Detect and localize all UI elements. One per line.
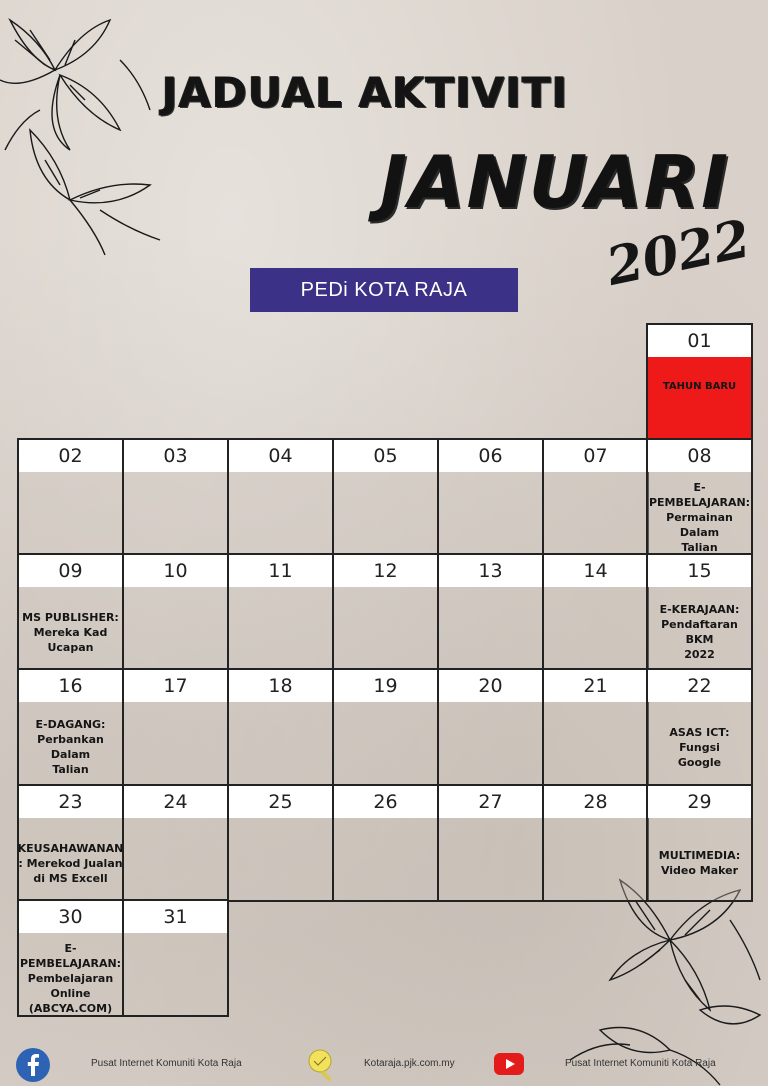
day-number: 21 — [544, 670, 647, 702]
calendar-day-cell — [542, 553, 649, 671]
calendar-day-cell — [227, 668, 334, 786]
day-number: 19 — [334, 670, 437, 702]
activity-label — [441, 484, 540, 550]
calendar-day-cell — [17, 553, 124, 671]
day-number: 17 — [124, 670, 227, 702]
day-number: 14 — [544, 555, 647, 587]
calendar-day-cell — [122, 784, 229, 902]
activity-label — [231, 599, 330, 665]
day-number: 30 — [19, 901, 122, 933]
calendar-day-cell — [227, 553, 334, 671]
activity-label — [546, 830, 645, 896]
day-number: 08 — [648, 440, 751, 472]
activity-label — [336, 599, 435, 665]
organization-banner: PEDi KOTA RAJA — [250, 268, 518, 312]
calendar-day-cell — [17, 899, 124, 1017]
activity-label — [126, 599, 225, 665]
day-number: 01 — [648, 325, 751, 357]
calendar-day-cell — [122, 438, 229, 556]
calendar-day-cell — [122, 553, 229, 671]
activity-label — [546, 714, 645, 780]
calendar-day-cell — [646, 323, 753, 441]
activity-label: KEUSAHAWANAN : Merekod Jualan di MS Excell — [17, 841, 124, 885]
day-number: 24 — [124, 786, 227, 818]
calendar-day-cell — [542, 784, 649, 902]
calendar-day-cell — [646, 438, 753, 556]
day-number: 22 — [648, 670, 751, 702]
calendar-day-cell — [646, 553, 753, 671]
activity-label — [126, 484, 225, 550]
activity-label — [231, 484, 330, 550]
day-number: 23 — [19, 786, 122, 818]
day-number: 04 — [229, 440, 332, 472]
activity-label — [336, 714, 435, 780]
activity-label: MULTIMEDIA: Video Maker — [658, 849, 741, 877]
calendar-day-cell — [542, 438, 649, 556]
day-number: 06 — [439, 440, 542, 472]
activity-label — [126, 714, 225, 780]
day-number: 11 — [229, 555, 332, 587]
calendar-day-cell — [332, 438, 439, 556]
activity-label: MS PUBLISHER: Mereka Kad Ucapan — [22, 610, 119, 654]
activity-label — [126, 830, 225, 896]
activity-label: E-DAGANG: Perbankan Dalam Talian — [35, 718, 106, 776]
calendar-day-cell — [332, 784, 439, 902]
activity-label — [441, 830, 540, 896]
calendar-day-cell — [437, 553, 544, 671]
footer-website-link[interactable]: Kotaraja.pjk.com.my — [364, 1058, 455, 1069]
poster-title: JADUAL AKTIVITI — [162, 68, 569, 117]
day-number: 10 — [124, 555, 227, 587]
day-number: 26 — [334, 786, 437, 818]
youtube-icon[interactable] — [494, 1053, 524, 1075]
day-number: 05 — [334, 440, 437, 472]
calendar-day-cell — [437, 784, 544, 902]
activity-label — [126, 945, 225, 1011]
calendar-day-cell — [437, 438, 544, 556]
day-number: 12 — [334, 555, 437, 587]
day-number: 07 — [544, 440, 647, 472]
calendar-day-cell — [17, 438, 124, 556]
activity-label: E-PEMBELAJARAN: Permainan Dalam Talian — [648, 480, 751, 554]
activity-label — [546, 484, 645, 550]
calendar-day-cell — [227, 438, 334, 556]
day-number: 28 — [544, 786, 647, 818]
day-number: 13 — [439, 555, 542, 587]
lightbulb-icon — [304, 1048, 336, 1082]
day-number: 02 — [19, 440, 122, 472]
footer-organization: Pusat Internet Komuniti Kota Raja — [91, 1058, 242, 1069]
activity-label — [441, 599, 540, 665]
activity-label: E-PEMBELAJARAN: Pembelajaran Online (ABCYA.COM) — [19, 941, 122, 1015]
calendar-day-cell — [646, 784, 753, 902]
footer-organization-repeat: Pusat Internet Komuniti Kota Raja — [565, 1058, 716, 1069]
floral-top-left-illustration — [0, 0, 175, 260]
day-number: 27 — [439, 786, 542, 818]
day-number: 29 — [648, 786, 751, 818]
day-number: 15 — [648, 555, 751, 587]
calendar-day-cell — [332, 668, 439, 786]
activity-label — [441, 714, 540, 780]
day-number: 03 — [124, 440, 227, 472]
activity-label: E-KERAJAAN: Pendaftaran BKM 2022 — [659, 603, 740, 661]
activity-label — [336, 830, 435, 896]
calendar-day-cell — [122, 899, 229, 1017]
activity-label — [546, 599, 645, 665]
activity-label — [231, 830, 330, 896]
calendar-day-cell — [437, 668, 544, 786]
activity-label — [336, 484, 435, 550]
year-label: 2022 — [601, 208, 756, 298]
calendar-day-cell — [227, 784, 334, 902]
day-number: 25 — [229, 786, 332, 818]
activity-label — [21, 484, 120, 550]
day-number: 20 — [439, 670, 542, 702]
calendar-day-cell — [17, 784, 124, 902]
activity-label: ASAS ICT: Fungsi Google — [669, 725, 730, 769]
month-title: JANUARI — [380, 140, 730, 224]
day-number: 09 — [19, 555, 122, 587]
holiday-label: TAHUN BARU — [648, 357, 751, 439]
calendar-day-cell — [17, 668, 124, 786]
day-number: 31 — [124, 901, 227, 933]
calendar-day-cell — [332, 553, 439, 671]
activity-label — [231, 714, 330, 780]
day-number: 18 — [229, 670, 332, 702]
day-number: 16 — [19, 670, 122, 702]
calendar-day-cell — [122, 668, 229, 786]
calendar-day-cell — [646, 668, 753, 786]
facebook-icon[interactable] — [16, 1048, 50, 1082]
calendar-day-cell — [542, 668, 649, 786]
